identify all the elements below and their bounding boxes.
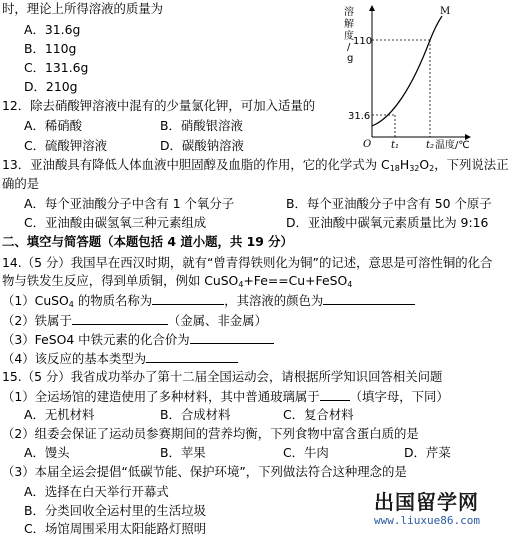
q11-option-c: C．131.6g <box>24 60 89 75</box>
watermark-logo <box>374 490 480 528</box>
q14-sub4: （4）该反应的基本类型为 <box>2 350 238 367</box>
q12-stem: 12．除去硝酸钾溶液中混有的少量氯化钾，可加入适量的 <box>2 98 316 113</box>
q14-blank-3[interactable] <box>72 312 168 325</box>
q11-option-d: D．210g <box>24 79 78 94</box>
q15-blank-1[interactable] <box>320 388 350 401</box>
q15-sub1-option-a: A．无机材料 <box>24 407 95 422</box>
q13-option-d: D．亚油酸中碳氧元素质量比为 9:16 <box>286 215 489 230</box>
y-tick-31.6: 31.6 <box>348 111 371 122</box>
q15-sub1-option-b: B．合成材料 <box>160 407 231 422</box>
q11-stem-tail: 时，理论上所得溶液的质量为 <box>2 1 164 16</box>
q13-option-c: C．亚油酸由碳氢氧三种元素组成 <box>24 215 207 230</box>
solubility-graph <box>330 0 480 150</box>
q15-sub2-option-a: A．馒头 <box>24 445 70 460</box>
x-tick-t1: t₁ <box>391 140 400 150</box>
q14-stem-cont: 物与铁发生反应，得到单质铜，例如 CuSO$_4$+Fe==Cu+FeSO$_4$ <box>2 273 353 289</box>
q15-sub3: （3）本届全运会提倡“低碳节能、保护环境”，下列做法符合这种理念的是 <box>2 464 407 479</box>
q15-sub3-option-a: A．选择在白天举行开幕式 <box>24 484 169 499</box>
origin-label: O <box>363 139 372 150</box>
q12-option-c: C．硫酸钾溶液 <box>24 138 107 153</box>
y-axis-label-char: / <box>347 42 351 53</box>
q14-stem: 14.（5 分）我国早在西汉时期，就有“曾青得铁则化为铜”的记述，意思是可溶性铜的化合 <box>2 255 493 270</box>
q15-sub1-option-c: C．复合材料 <box>283 407 354 422</box>
q15-sub1: （1）全运场馆的建造使用了多种材料，其中普通玻璃属于 （填字母，下同） <box>2 389 449 404</box>
q13-stem-cont: 确的是 <box>2 176 40 191</box>
q15-sub2: （2）组委会保证了运动员参赛期间的营养均衡，下列食物中富含蛋白质的是 <box>2 426 419 441</box>
curve-label: M <box>440 6 451 17</box>
y-axis-label-char: 溶 <box>344 7 354 18</box>
q13-option-a: A．每个亚油酸分子中含有 1 个氧分子 <box>24 196 235 211</box>
solubility-curve <box>372 16 442 126</box>
q14-blank-1[interactable] <box>152 292 224 305</box>
q11-option-a: A．31.6g <box>24 22 81 37</box>
q14-sub2: （2）铁属于 （金属、非金属） <box>2 313 267 328</box>
y-tick-110: 110 <box>353 36 373 47</box>
q14-sub1: （1）CuSO$_4$ 的物质名称为 ，其溶液的颜色为 <box>2 292 415 313</box>
q12-option-d: D．碳酸钠溶液 <box>160 138 244 153</box>
y-axis-label-char: 解 <box>344 19 354 30</box>
q15-sub2-option-d: D．芹菜 <box>404 445 451 460</box>
q15-sub2-option-b: B．苹果 <box>160 445 206 460</box>
q12-option-b: B．硝酸银溶液 <box>160 118 243 133</box>
watermark-url: www.liuxue86.com <box>374 514 480 527</box>
section-heading: 二、填空与简答题（本题包括 4 道小题，共 19 分） <box>2 234 293 249</box>
y-axis-label-char: 度 <box>344 31 354 42</box>
x-tick-t2: t₂ <box>426 140 435 150</box>
q14-blank-5[interactable] <box>146 350 238 363</box>
q15-sub2-option-c: C．牛肉 <box>283 445 329 460</box>
q14-blank-4[interactable] <box>190 331 274 344</box>
watermark-title: 出国留学网 <box>374 490 479 514</box>
q12-option-a: A．稀硝酸 <box>24 118 83 133</box>
q15-stem: 15.（5 分）我省成功举办了第十二届全国运动会，请根据所学知识回答相关问题 <box>2 369 443 384</box>
q15-sub3-option-c: C．场馆周围采用太阳能路灯照明 <box>24 521 207 536</box>
q14-sub3: （3）FeSO4 中铁元素的化合价为 <box>2 331 274 348</box>
x-axis-label: 温度/℃ <box>435 140 470 150</box>
q13-stem: 13．亚油酸具有降低人体血液中胆固醇及血脂的作用，它的化学式为 $C_{18}H_{32}O_2$，下列说法正 <box>2 157 509 173</box>
q14-blank-2[interactable] <box>323 292 415 305</box>
q11-option-b: B．110g <box>24 41 77 56</box>
y-axis-label-char: g <box>347 53 354 64</box>
q15-sub3-option-b: B．分类回收全运村里的生活垃圾 <box>24 503 206 518</box>
q13-option-b: B．每个亚油酸分子中含有 50 个原子 <box>286 196 492 211</box>
